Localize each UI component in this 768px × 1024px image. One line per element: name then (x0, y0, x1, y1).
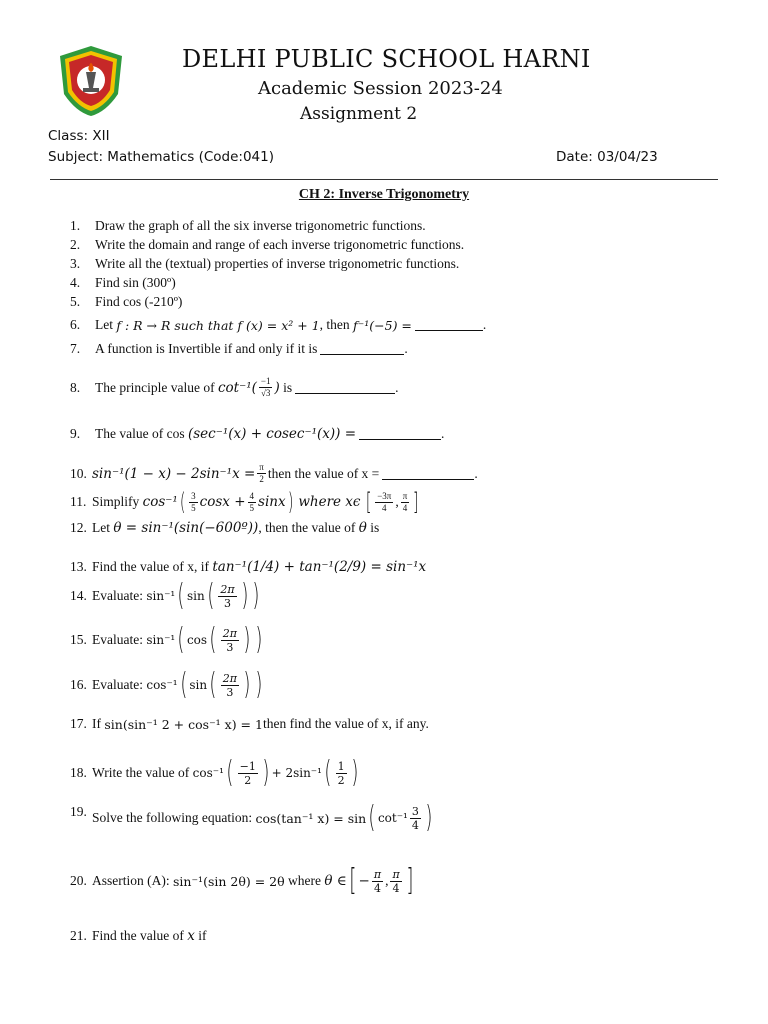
question-expression: θ = sin⁻¹(sin(−600º)) (113, 520, 259, 536)
question-function: cot⁻¹( (217, 379, 257, 396)
answer-blank (295, 392, 395, 394)
answer-blank (415, 329, 483, 331)
fraction-denominator: 4 (402, 502, 408, 513)
question-text: Write the value of (92, 765, 190, 780)
question-in: θ ∈ (324, 873, 347, 889)
class-label: Class: XII (48, 128, 110, 144)
question-text: A function is Invertible if and only if it is (95, 341, 318, 356)
question-number: 8. (70, 379, 81, 395)
question-number: 17. (70, 716, 87, 731)
question-function: cos⁻¹ (192, 766, 224, 780)
question-text: Find cos (-210º) (95, 294, 183, 309)
question-variable: θ (358, 520, 367, 536)
fraction (401, 492, 410, 513)
question-text: Evaluate: (92, 632, 143, 647)
fraction-numerator: π (259, 462, 264, 472)
fraction (410, 806, 421, 831)
question-tail: is (370, 520, 380, 535)
question-text: then the value of x = (267, 465, 380, 481)
fraction (238, 761, 258, 786)
question-close: ) (274, 379, 280, 396)
paren-open: ( (177, 622, 185, 657)
question-text: Assertion (A): (92, 873, 170, 888)
question-text: Evaluate: (92, 588, 143, 603)
fraction-denominator: 3 (224, 596, 232, 610)
fraction-denominator: 5 (249, 502, 255, 513)
question-lead: Let (95, 317, 113, 332)
fraction-numerator: 3 (411, 804, 419, 818)
date-label: Date: 03/04/23 (556, 149, 658, 165)
question-mid: is (283, 379, 293, 395)
fraction (336, 761, 347, 786)
question-13 (70, 559, 426, 575)
fraction-numerator: π (402, 490, 408, 501)
school-logo (56, 44, 126, 118)
paren-open: ( (324, 755, 332, 790)
minus-sign: − (358, 873, 370, 889)
question-expression: cos(tan⁻¹ x) = sin (255, 810, 367, 826)
question-outer-function: cos⁻¹ (146, 678, 178, 692)
question-tail: . (482, 317, 487, 332)
paren-open: ( (368, 800, 376, 835)
question-number: 14. (70, 588, 87, 603)
paren-open: ( (207, 578, 215, 613)
question-term: sinx (258, 494, 286, 510)
question-lead: The principle value of (95, 379, 215, 395)
question-lead: If (92, 716, 101, 731)
fraction-denominator: 4 (392, 881, 400, 895)
question-tail: . (404, 341, 408, 356)
fraction (372, 869, 383, 894)
answer-blank (382, 478, 474, 480)
question-15 (70, 622, 264, 657)
question-number: 9. (70, 426, 81, 441)
question-inner-function: sin (189, 678, 208, 692)
fraction-numerator: −1 (260, 376, 271, 386)
question-function: cos⁻¹ (142, 494, 178, 510)
question-expression: sin(sin⁻¹ 2 + cos⁻¹ x) = 1 (104, 716, 263, 732)
fraction-denominator: 4 (411, 818, 419, 832)
fraction-numerator: 2π (220, 582, 235, 596)
question-17 (70, 716, 429, 732)
question-number: 3. (70, 256, 81, 271)
subject-label: Subject: Mathematics (Code:041) (48, 149, 275, 165)
question-number: 5. (70, 294, 81, 309)
question-text: Find sin (300º) (95, 275, 176, 290)
fraction-numerator: −1 (239, 759, 256, 773)
question-19 (92, 800, 435, 835)
question-outer-function: sin⁻¹ (146, 589, 176, 603)
question-18 (70, 755, 360, 790)
fraction (221, 673, 239, 698)
chapter-title: CH 2: Inverse Trigonometry (298, 187, 470, 202)
fraction-numerator: −3π (377, 490, 392, 501)
question-lead: Simplify (92, 494, 140, 509)
question-text: Solve the following equation: (92, 810, 253, 825)
question-text: then find the value of x, if any. (262, 716, 429, 731)
question-3 (70, 256, 459, 272)
question-8 (70, 377, 399, 398)
question-text: Write the domain and range of each inverse trigonometric functions. (95, 237, 465, 252)
question-text: Write all the (textual) properties of inverse trigonometric functions. (95, 256, 460, 271)
question-tail: . (441, 426, 445, 441)
question-number: 19. (70, 804, 87, 819)
paren-open: ( (179, 667, 187, 702)
paren-close: ) (425, 800, 433, 835)
paren-open: ( (209, 622, 217, 657)
paren-open: ( (179, 488, 186, 516)
question-outer-function: sin⁻¹ (146, 633, 176, 647)
fraction-denominator: 4 (373, 881, 381, 895)
question-11: 11. Simplify cos⁻¹ ( $\frac{3}{5}$ cosx + $\frac{4}{5}$ sinx ) where xϵ [ $\frac{-3\pi}{4}$ , $\frac{\pi}{4}$ ] (70, 488, 419, 516)
question-number: 2. (70, 237, 81, 252)
bracket-close: ] (413, 488, 419, 516)
fraction-denominator: 2 (244, 773, 252, 787)
fraction (218, 584, 236, 609)
question-9 (70, 426, 444, 442)
fraction-numerator: 3 (191, 490, 196, 501)
question-variable: x (187, 928, 195, 944)
academic-session: Academic Session 2023-24 (258, 78, 503, 99)
question-lead: Let (92, 520, 110, 535)
question-term: cosx + (199, 494, 246, 510)
question-text: Find the value of (92, 928, 184, 943)
question-number: 1. (70, 218, 81, 233)
answer-blank (359, 438, 441, 440)
question-19-number-row (70, 804, 92, 820)
question-tail: . (474, 465, 478, 481)
fraction-numerator: 2π (222, 626, 238, 640)
question-inner-function: cos (186, 633, 208, 647)
question-number: 13. (70, 559, 87, 574)
fraction-numerator: 1 (337, 759, 345, 773)
paren-close: ) (255, 667, 263, 702)
question-lead: The value of cos (95, 426, 185, 441)
paren-close: ) (262, 755, 270, 790)
fraction-denominator: 2 (337, 773, 345, 787)
question-number: 15. (70, 632, 87, 647)
fraction-numerator: 2π (222, 671, 238, 685)
paren-close: ) (255, 622, 263, 657)
question-expression: sin⁻¹(1 − x) − 2sin⁻¹x = (92, 465, 256, 482)
bracket-close: ] (406, 863, 414, 898)
paren-open: ( (177, 578, 185, 613)
paren-close: ) (240, 578, 249, 613)
question-number: 4. (70, 275, 81, 290)
question-5 (70, 294, 182, 310)
fraction-denominator: 4 (382, 502, 387, 513)
question-number: 6. (70, 317, 81, 332)
question-number: 10. (70, 465, 87, 481)
question-expression: tan⁻¹(1/4) + tan⁻¹(2/9) = sin⁻¹x (212, 559, 427, 575)
fraction (390, 869, 401, 894)
header-divider (50, 179, 718, 180)
fraction (189, 492, 198, 513)
question-expression: sin⁻¹(sin 2θ) = 2θ (173, 873, 285, 889)
question-4 (70, 275, 176, 291)
paren-close: ) (243, 667, 251, 702)
question-6 (70, 317, 486, 333)
school-name: DELHI PUBLIC SCHOOL HARNI (182, 45, 591, 73)
question-text: Find the value of x, if (92, 559, 209, 574)
question-mid: , then (319, 317, 350, 332)
question-20: 20. Assertion (A): sin⁻¹(sin 2θ) = 2θ where θ ∈ [ − $\frac{\pi}{4}$ , $\frac{\pi}{4}$ ] (70, 863, 414, 898)
question-16 (70, 667, 264, 702)
question-text: , then the value of (258, 520, 356, 535)
fraction (259, 377, 273, 398)
question-inner-function: sin (186, 589, 205, 603)
fraction (248, 492, 257, 513)
fraction (375, 492, 393, 513)
question-text: Evaluate: (92, 677, 143, 692)
question-2 (70, 237, 464, 253)
question-number: 16. (70, 677, 87, 692)
question-text: Draw the graph of all the six inverse trigonometric functions. (95, 218, 426, 233)
question-where: where xϵ (298, 494, 361, 510)
fraction-denominator: 2 (259, 474, 264, 484)
paren-close: ) (351, 755, 359, 790)
question-1 (70, 218, 426, 234)
fraction-numerator: π (373, 867, 382, 881)
bracket-open: [ (365, 488, 372, 516)
paren-open: ( (226, 755, 234, 790)
question-function: cot⁻¹ (377, 811, 408, 825)
bracket-open: [ (349, 863, 357, 898)
question-number: 7. (70, 341, 81, 356)
fraction-denominator: 3 (226, 640, 234, 654)
question-number: 18. (70, 765, 87, 780)
fraction (221, 628, 239, 653)
question-10 (70, 463, 478, 484)
question-12 (70, 520, 379, 536)
question-14 (70, 578, 262, 613)
answer-blank (320, 353, 404, 355)
paren-close: ) (243, 622, 251, 657)
paren-close: ) (287, 488, 294, 516)
question-number: 21. (70, 928, 87, 943)
fraction-numerator: 4 (249, 490, 255, 501)
question-number: 20. (70, 873, 87, 888)
fraction-numerator: π (392, 867, 400, 881)
question-tail: if (198, 928, 207, 943)
assignment-title: Assignment 2 (300, 104, 418, 124)
question-number: 11. (70, 494, 87, 509)
question-number: 12. (70, 520, 87, 535)
question-function: + 2sin⁻¹ (271, 766, 322, 780)
paren-close: ) (252, 578, 260, 613)
question-where: where (288, 873, 321, 888)
paren-open: ( (209, 667, 217, 702)
question-expression: (sec⁻¹(x) + cosec⁻¹(x)) = (187, 426, 357, 442)
fraction-denominator: 5 (191, 502, 196, 513)
question-expression-2: f⁻¹(−5) = (353, 317, 412, 333)
fraction (257, 463, 266, 484)
question-21 (70, 928, 206, 944)
question-expression: f : R → R such that f (x) = x² + 1 (116, 317, 320, 333)
fraction-denominator: √3 (260, 388, 271, 398)
question-7 (70, 341, 408, 357)
question-tail: . (395, 379, 399, 395)
fraction-denominator: 3 (226, 685, 234, 699)
